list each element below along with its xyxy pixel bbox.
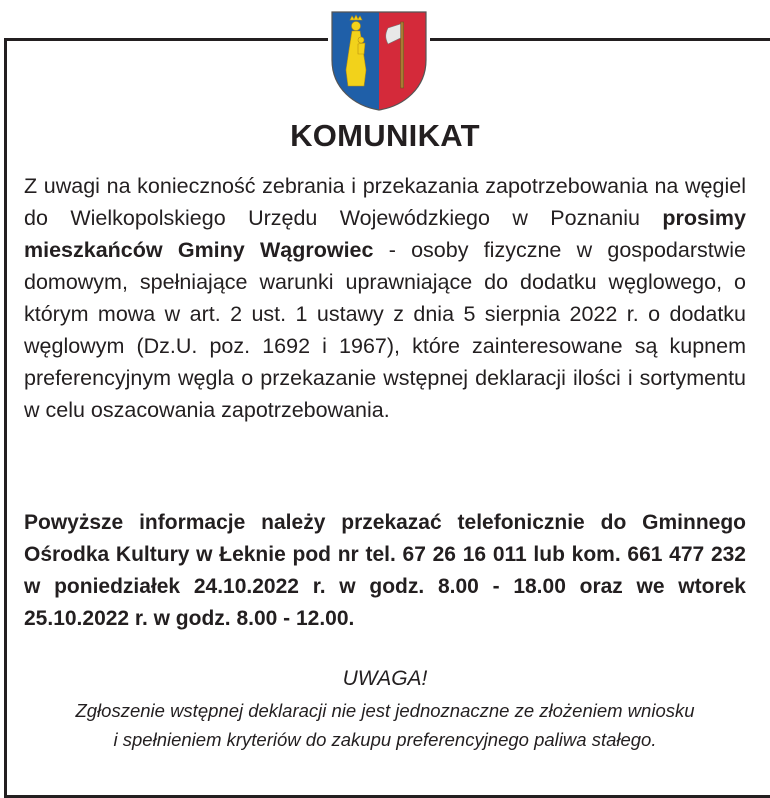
warning-heading: UWAGA! xyxy=(342,667,428,690)
page-title: KOMUNIKAT xyxy=(290,118,480,153)
contact-paragraph: Powyższe informacje należy przekazać telefonicznie do Gminnego Ośrodka Kultury w Łeknie pod nr tel. 67 26 16 011 lub kom. 661 477 232 w poniedziałek 24.10.2022 r. w godz. 8.00 - 18.00 oraz we wtorek 25.10.2022 r. w godz. 8.00 - 12.00. xyxy=(24,511,746,630)
warning-note-line: Zgłoszenie wstępnej deklaracji nie jest jednoznaczne ze złożeniem wniosku xyxy=(75,700,695,721)
warning-note-line: i spełnieniem kryteriów do zakupu preferencyjnego paliwa stałego. xyxy=(113,729,657,750)
announcement-paragraph xyxy=(24,170,746,426)
coat-of-arms-icon xyxy=(328,10,430,114)
paragraph-text: Z uwagi na konieczność zebrania i przekazania zapotrzebowania na węgiel do Wielkopolskiego Urzędu Wojewódzkiego w Poznaniu xyxy=(24,174,746,230)
warning-note xyxy=(10,696,760,754)
paragraph-emphasis: prosimy mieszkańców Gminy Wągrowiec xyxy=(24,206,746,262)
paragraph-text-end: - osoby fizyczne w gospodarstwie domowym, spełniające warunki uprawniające do dodatku węglowego, o którym mowa w art. 2 ust. 1 ustawy z dnia 5 sierpnia 2022 r. o dodatku węglowym (Dz.U. poz. 1692 i 1967), które zainteresowane są kupnem preferencyjnym węgla o przekazanie wstępnej deklaracji ilości i sortymentu w celu oszacowania zapotrzebowania. xyxy=(24,238,746,422)
